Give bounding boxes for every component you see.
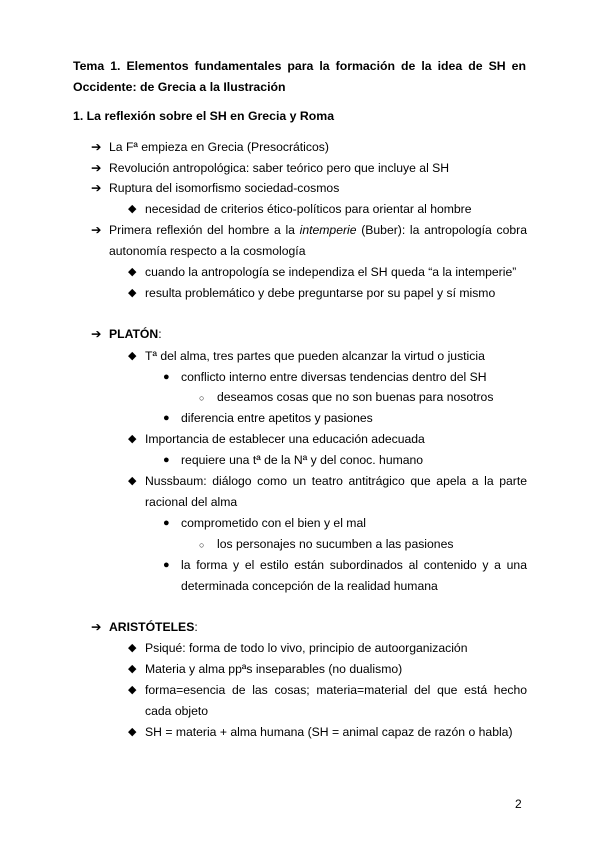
diamond-bullet-icon: ◆ [128, 475, 137, 487]
subsection-heading-platon: PLATÓN: [109, 327, 162, 341]
list-item: Psiqué: forma de todo lo vivo, principio de autoorganización [145, 641, 468, 655]
list-item: los personajes no sucumben a las pasiones [217, 537, 454, 551]
list-item: necesidad de criterios ético-políticos para orientar al hombre [145, 202, 472, 216]
list-item: Ruptura del isomorfismo sociedad-cosmos [109, 181, 340, 195]
list-item-continuation: determinada concepción de la realidad humana [181, 579, 438, 593]
arrow-bullet-icon: ➔ [91, 181, 102, 195]
list-item-continuation: racional del alma [145, 495, 238, 509]
list-item: diferencia entre apetitos y pasiones [181, 411, 373, 425]
list-item: Revolución antropológica: saber teórico pero que incluye al SH [109, 161, 450, 175]
list-item: Tª del alma, tres partes que pueden alcanzar la virtud o justicia [145, 349, 485, 363]
list-item-continuation: cada objeto [145, 704, 209, 718]
list-item: Nussbaum: diálogo como un teatro antitrágico que apela a la parte [145, 474, 527, 488]
subsection-heading-aristoteles: ARISTÓTELES: [109, 620, 198, 634]
diamond-bullet-icon: ◆ [128, 726, 137, 738]
diamond-bullet-icon: ◆ [128, 642, 137, 654]
diamond-bullet-icon: ◆ [128, 203, 137, 215]
dot-bullet-icon: ● [163, 454, 170, 466]
list-item: requiere una tª de la Nª y del conoc. humano [181, 453, 424, 467]
arrow-bullet-icon: ➔ [91, 327, 102, 341]
list-item: resulta problemático y debe preguntarse por su papel y sí mismo [145, 286, 496, 300]
dot-bullet-icon: ● [163, 517, 170, 529]
diamond-bullet-icon: ◆ [128, 287, 137, 299]
dot-bullet-icon: ● [163, 371, 170, 383]
list-item: cuando la antropología se independiza el SH queda “a la intemperie” [145, 265, 517, 279]
circle-bullet-icon: ○ [199, 540, 205, 550]
arrow-bullet-icon: ➔ [91, 620, 102, 634]
list-item: Primera reflexión del hombre a la intemperie (Buber): la antropología cobra [109, 223, 527, 237]
document-title: Tema 1. Elementos fundamentales para la formación de la idea de SH en Occidente: de Grecia a la Ilustración [73, 59, 526, 94]
arrow-bullet-icon: ➔ [91, 140, 102, 154]
page-number: 2 [515, 797, 522, 811]
list-item: deseamos cosas que no son buenas para nosotros [217, 390, 494, 404]
section-heading: 1. La reflexión sobre el SH en Grecia y Roma [73, 109, 335, 123]
list-item-continuation: autonomía respecto a la cosmología [109, 244, 306, 258]
dot-bullet-icon: ● [163, 412, 170, 424]
arrow-bullet-icon: ➔ [91, 161, 102, 175]
list-item: Importancia de establecer una educación adecuada [145, 432, 425, 446]
arrow-bullet-icon: ➔ [91, 223, 102, 237]
list-item: Materia y alma ppªs inseparables (no dualismo) [145, 662, 403, 676]
list-item: la forma y el estilo están subordinados al contenido y a una [181, 558, 527, 572]
list-item: comprometido con el bien y el mal [181, 516, 366, 530]
list-item: forma=esencia de las cosas; materia=material del que está hecho [145, 683, 527, 697]
diamond-bullet-icon: ◆ [128, 433, 137, 445]
diamond-bullet-icon: ◆ [128, 663, 137, 675]
diamond-bullet-icon: ◆ [128, 684, 137, 696]
dot-bullet-icon: ● [163, 559, 170, 571]
diamond-bullet-icon: ◆ [128, 350, 137, 362]
list-item: SH = materia + alma humana (SH = animal capaz de razón o habla) [145, 725, 513, 739]
list-item: conflicto interno entre diversas tendencias dentro del SH [181, 370, 487, 384]
list-item: La Fª empieza en Grecia (Presocráticos) [109, 140, 329, 154]
diamond-bullet-icon: ◆ [128, 266, 137, 278]
circle-bullet-icon: ○ [199, 393, 205, 403]
